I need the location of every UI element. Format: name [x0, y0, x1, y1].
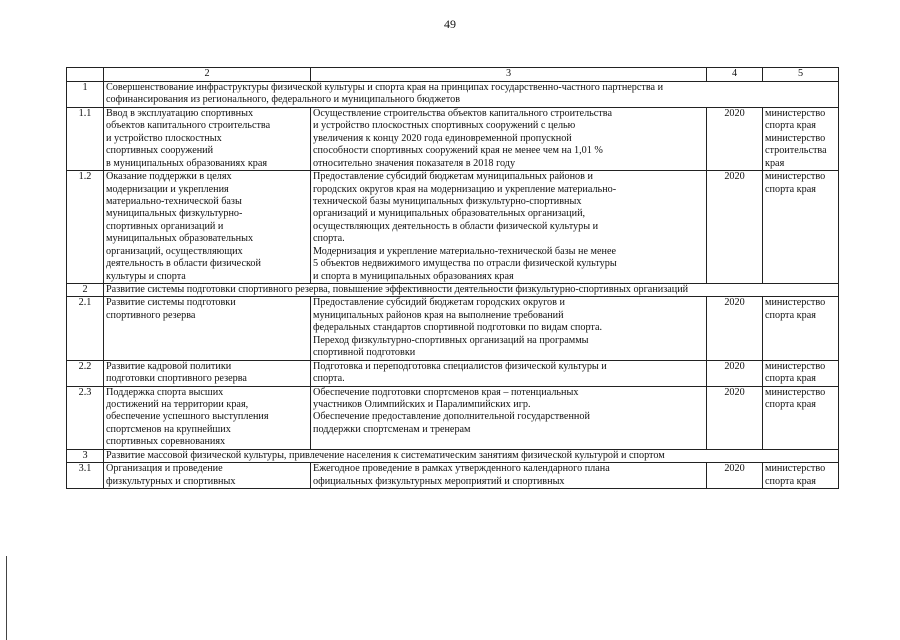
measure-line: культуры и спорта: [106, 270, 186, 282]
table-row: [67, 107, 839, 170]
responsible-line: министерство: [765, 463, 826, 475]
measure-line: физкультурных и спортивных: [106, 475, 236, 487]
measure-line: подготовки спортивного резерва: [106, 373, 247, 385]
description-line: осуществляющих деятельность в области физической культуры и: [313, 220, 599, 232]
description-line: Ежегодное проведение в рамках утвержденного календарного плана: [313, 463, 610, 475]
row-number: 1.2: [67, 171, 104, 284]
page-number: 49: [444, 17, 456, 31]
description-line: участников Олимпийских и Паралимпийских игр.: [313, 398, 531, 410]
year-cell: 2020: [707, 297, 763, 360]
description-cell: [311, 463, 707, 489]
responsible-line: министерство: [765, 171, 826, 183]
year-cell: 2020: [707, 171, 763, 284]
row-number: 2: [67, 284, 104, 297]
measure-cell: [104, 171, 311, 284]
measure-line: Развитие кадровой политики: [106, 360, 232, 372]
measure-cell: [104, 360, 311, 386]
responsible-line: министерство: [765, 360, 826, 372]
responsible-line: министерство: [765, 297, 826, 309]
responsible-cell: [763, 360, 839, 386]
year-cell: 2020: [707, 360, 763, 386]
year-cell: 2020: [707, 463, 763, 489]
section-title: [104, 82, 839, 108]
measure-cell: [104, 107, 311, 170]
year-cell: 2020: [707, 107, 763, 170]
description-line: Обеспечение предоставление дополнительной государственной: [313, 411, 590, 423]
measure-line: спортивного резерва: [106, 309, 196, 321]
responsible-line: спорта края: [765, 398, 816, 410]
measure-line: муниципальных физкультурно-: [106, 208, 243, 220]
section-title: [104, 449, 839, 462]
row-number: 3: [67, 449, 104, 462]
responsible-cell: [763, 297, 839, 360]
measure-line: деятельность в области физической: [106, 258, 261, 270]
measure-line: Развитие системы подготовки: [106, 297, 236, 309]
measure-line: Поддержка спорта высших: [106, 386, 224, 398]
description-cell: [311, 386, 707, 449]
responsible-cell: [763, 386, 839, 449]
margin-rule: [6, 556, 7, 640]
year-cell: 2020: [707, 386, 763, 449]
responsible-line: спорта края: [765, 309, 816, 321]
row-number: 1.1: [67, 107, 104, 170]
description-line: Модернизация и укрепление материально-технической базы не менее: [313, 245, 616, 257]
description-line: федеральных стандартов спортивной подготовки по видам спорта.: [313, 322, 603, 334]
description-line: увеличения к концу 2020 года единовременной пропускной: [313, 132, 572, 144]
measure-line: Оказание поддержки в целях: [106, 171, 232, 183]
table-body: [67, 82, 839, 489]
measure-line: и устройство плоскостных: [106, 132, 222, 144]
section-title: [104, 284, 839, 297]
description-line: 5 объектов недвижимого имущества по отрасли физической культуры: [313, 258, 617, 270]
table-row: [67, 386, 839, 449]
description-line: спорта.: [313, 373, 345, 385]
responsible-cell: [763, 171, 839, 284]
table-row: [67, 171, 839, 284]
measure-cell: [104, 463, 311, 489]
row-number: 2.2: [67, 360, 104, 386]
description-line: технической базы муниципальных физкультурно-спортивных: [313, 195, 582, 207]
responsible-line: спорта края: [765, 183, 816, 195]
description-line: городских округов края на модернизацию и укрепление материально-: [313, 183, 617, 195]
description-line: Осуществление строительства объектов капитального строительства: [313, 107, 612, 119]
description-line: официальных физкультурных мероприятий и спортивных: [313, 475, 565, 487]
responsible-cell: [763, 107, 839, 170]
responsible-line: спорта края: [765, 475, 816, 487]
measure-cell: [104, 386, 311, 449]
section-row: [67, 284, 839, 297]
description-line: относительно значения показателя в 2018 году: [313, 157, 516, 169]
measure-line: достижений на территории края,: [106, 398, 249, 410]
description-cell: [311, 360, 707, 386]
measure-line: спортивных соревнованиях: [106, 436, 226, 448]
description-line: Предоставление субсидий бюджетам муниципальных районов и: [313, 171, 593, 183]
description-line: спорта.: [313, 233, 345, 245]
section-title-line: Развитие системы подготовки спортивного резерва, повышение эффективности деятельности физкультурно-спортивных организаций: [106, 284, 689, 295]
description-line: и устройство плоскостных спортивных сооружений с целью: [313, 120, 576, 132]
header-col-1: [67, 68, 104, 82]
responsible-line: министерство: [765, 386, 826, 398]
responsible-line: края: [765, 157, 785, 169]
section-row: [67, 82, 839, 108]
measure-line: Ввод в эксплуатацию спортивных: [106, 107, 254, 119]
measure-line: спортивных сооружений: [106, 145, 214, 157]
description-cell: [311, 171, 707, 284]
measure-line: организаций, осуществляющих: [106, 245, 243, 257]
section-row: [67, 449, 839, 462]
responsible-line: спорта края: [765, 373, 816, 385]
header-col-2: 2: [104, 68, 311, 82]
responsible-line: спорта края: [765, 120, 816, 132]
description-line: способности спортивных сооружений края не менее чем на 1,01 %: [313, 145, 603, 157]
table-header: [67, 68, 839, 82]
row-number: 3.1: [67, 463, 104, 489]
measure-line: муниципальных образовательных: [106, 233, 254, 245]
responsible-cell: [763, 463, 839, 489]
header-col-5: 5: [763, 68, 839, 82]
row-number: 2.1: [67, 297, 104, 360]
responsible-line: министерство: [765, 132, 826, 144]
measure-cell: [104, 297, 311, 360]
measure-line: спортивных организаций и: [106, 220, 224, 232]
description-line: спортивной подготовки: [313, 347, 416, 359]
description-cell: [311, 107, 707, 170]
measure-line: в муниципальных образованиях края: [106, 157, 268, 169]
row-number: 2.3: [67, 386, 104, 449]
measure-line: материально-технической базы: [106, 195, 242, 207]
table-row: [67, 297, 839, 360]
description-line: муниципальных районов края на выполнение требований: [313, 309, 564, 321]
header-col-3: 3: [311, 68, 707, 82]
header-col-4: 4: [707, 68, 763, 82]
measure-line: спортсменов на крупнейших: [106, 423, 231, 435]
measures-table: [66, 67, 839, 489]
section-title-line: Развитие массовой физической культуры, привлечение населения к систематическим занятиям физической культурой и спортом: [106, 449, 665, 461]
measure-line: модернизации и укрепления: [106, 183, 229, 195]
responsible-line: строительства: [765, 145, 827, 157]
description-cell: [311, 297, 707, 360]
description-line: и спорта в муниципальных образованиях края: [313, 270, 514, 282]
description-line: Обеспечение подготовки спортсменов края – потенциальных: [313, 386, 579, 398]
measure-line: объектов капитального строительства: [106, 120, 271, 132]
description-line: Переход физкультурно-спортивных организаций на программы: [313, 334, 589, 346]
description-line: организаций и муниципальных образовательных организаций,: [313, 208, 586, 220]
section-title-line: Совершенствование инфраструктуры физической культуры и спорта края на принципах государственно-частного партнерства и: [106, 82, 664, 93]
measure-line: Организация и проведение: [106, 463, 223, 475]
description-line: поддержки спортсменам и тренерам: [313, 423, 471, 435]
table-row: [67, 360, 839, 386]
description-line: Подготовка и переподготовка специалистов физической культуры и: [313, 360, 607, 372]
responsible-line: министерство: [765, 107, 826, 119]
table-row: [67, 463, 839, 489]
row-number: 1: [67, 82, 104, 108]
measure-line: обеспечение успешного выступления: [106, 411, 269, 423]
description-line: Предоставление субсидий бюджетам городских округов и: [313, 297, 565, 309]
header-row: [67, 68, 839, 82]
section-title-line: софинансирования из регионального, федерального и муниципального бюджетов: [106, 94, 460, 106]
